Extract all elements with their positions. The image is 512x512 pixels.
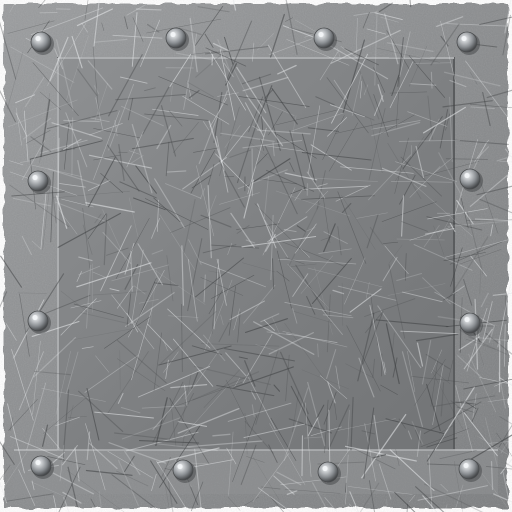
scratch	[72, 118, 73, 175]
bottom-strip	[14, 450, 498, 494]
scratch	[431, 72, 432, 88]
